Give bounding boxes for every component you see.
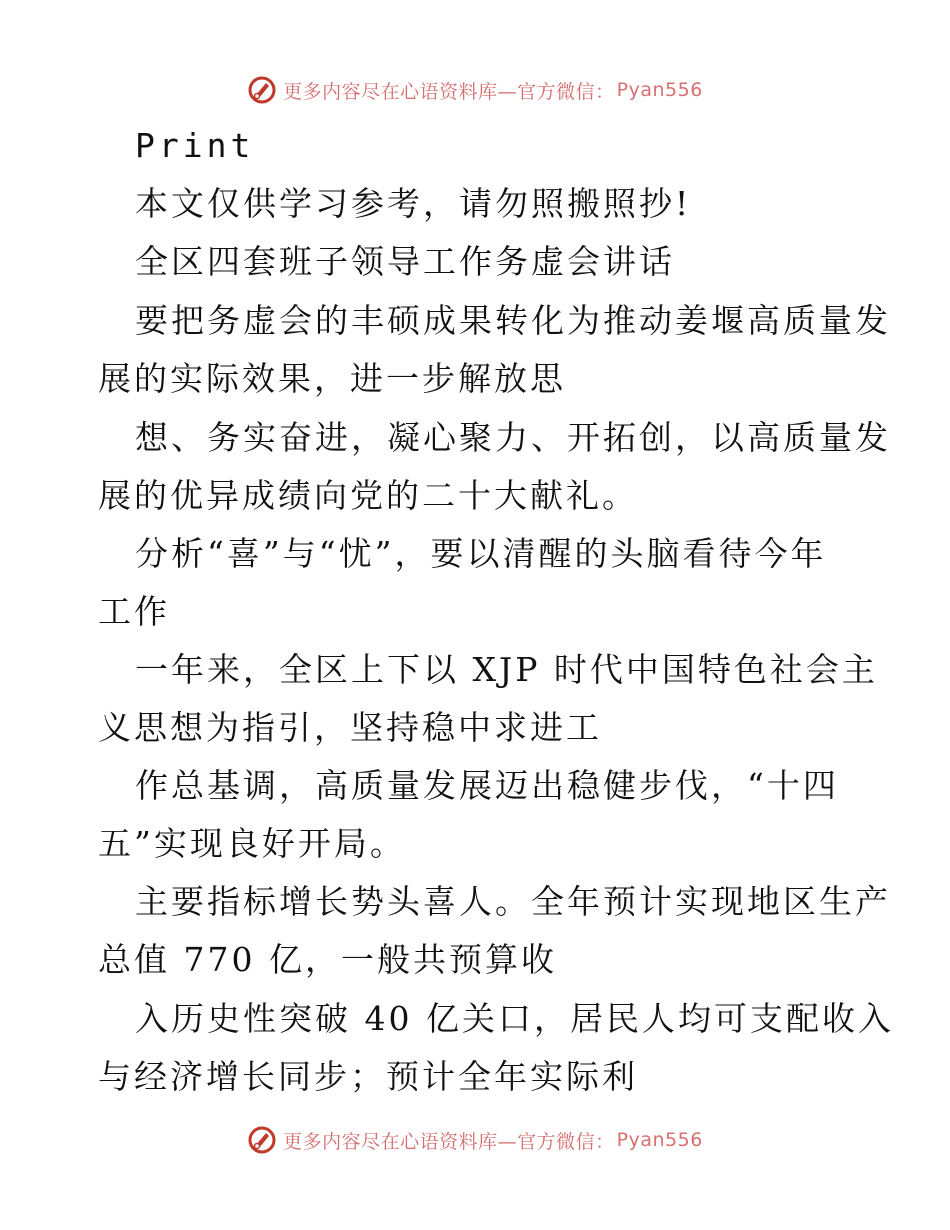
paragraph-line: 想、务实奋进，凝心聚力、开拓创，以高质量发: [135, 418, 891, 457]
section-heading-line: 工作: [98, 592, 170, 631]
paragraph-line: 主要指标增长势头喜人。全年预计实现地区生产: [135, 882, 891, 921]
paragraph-line: 义思想为指引，坚持稳中求进工: [98, 708, 602, 747]
paragraph-line: 要把务虚会的丰硕成果转化为推动姜堰高质量发: [135, 301, 891, 340]
pen-seal-icon: [247, 75, 277, 105]
document-title: 全区四套班子领导工作务虚会讲话: [135, 242, 675, 281]
footer-watermark: [0, 1122, 950, 1158]
watermark-text: 更多内容尽在心语资料库—官方微信：: [283, 80, 615, 103]
pen-seal-icon: [247, 1125, 277, 1155]
section-heading-line: 分析“喜”与“忧”，要以清醒的头脑看待今年: [135, 534, 827, 573]
paragraph-line: 作总基调，高质量发展迈出稳健步伐，“十四: [135, 766, 839, 805]
paragraph-line: 展的优异成绩向党的二十大献礼。: [98, 476, 638, 515]
paragraph-line: 入历史性突破 40 亿关口，居民人均可支配收入: [135, 999, 894, 1038]
watermark-text: 更多内容尽在心语资料库—官方微信：: [283, 1130, 615, 1153]
disclaimer-line: 本文仅供学习参考，请勿照搬照抄!: [135, 184, 692, 223]
paragraph-line: 展的实际效果，进一步解放思: [98, 359, 566, 398]
print-label: Print: [135, 126, 255, 165]
watermark-handle: Pyan556: [616, 1129, 703, 1151]
header-watermark: [0, 72, 950, 108]
paragraph-line: 五”实现良好开局。: [98, 824, 406, 863]
paragraph-line: 与经济增长同步；预计全年实际利: [98, 1057, 638, 1096]
paragraph-line: 总值 770 亿，一般共预算收: [98, 940, 557, 979]
paragraph-line: 一年来，全区上下以 XJP 时代中国特色社会主: [135, 650, 878, 689]
watermark-handle: Pyan556: [616, 79, 703, 101]
